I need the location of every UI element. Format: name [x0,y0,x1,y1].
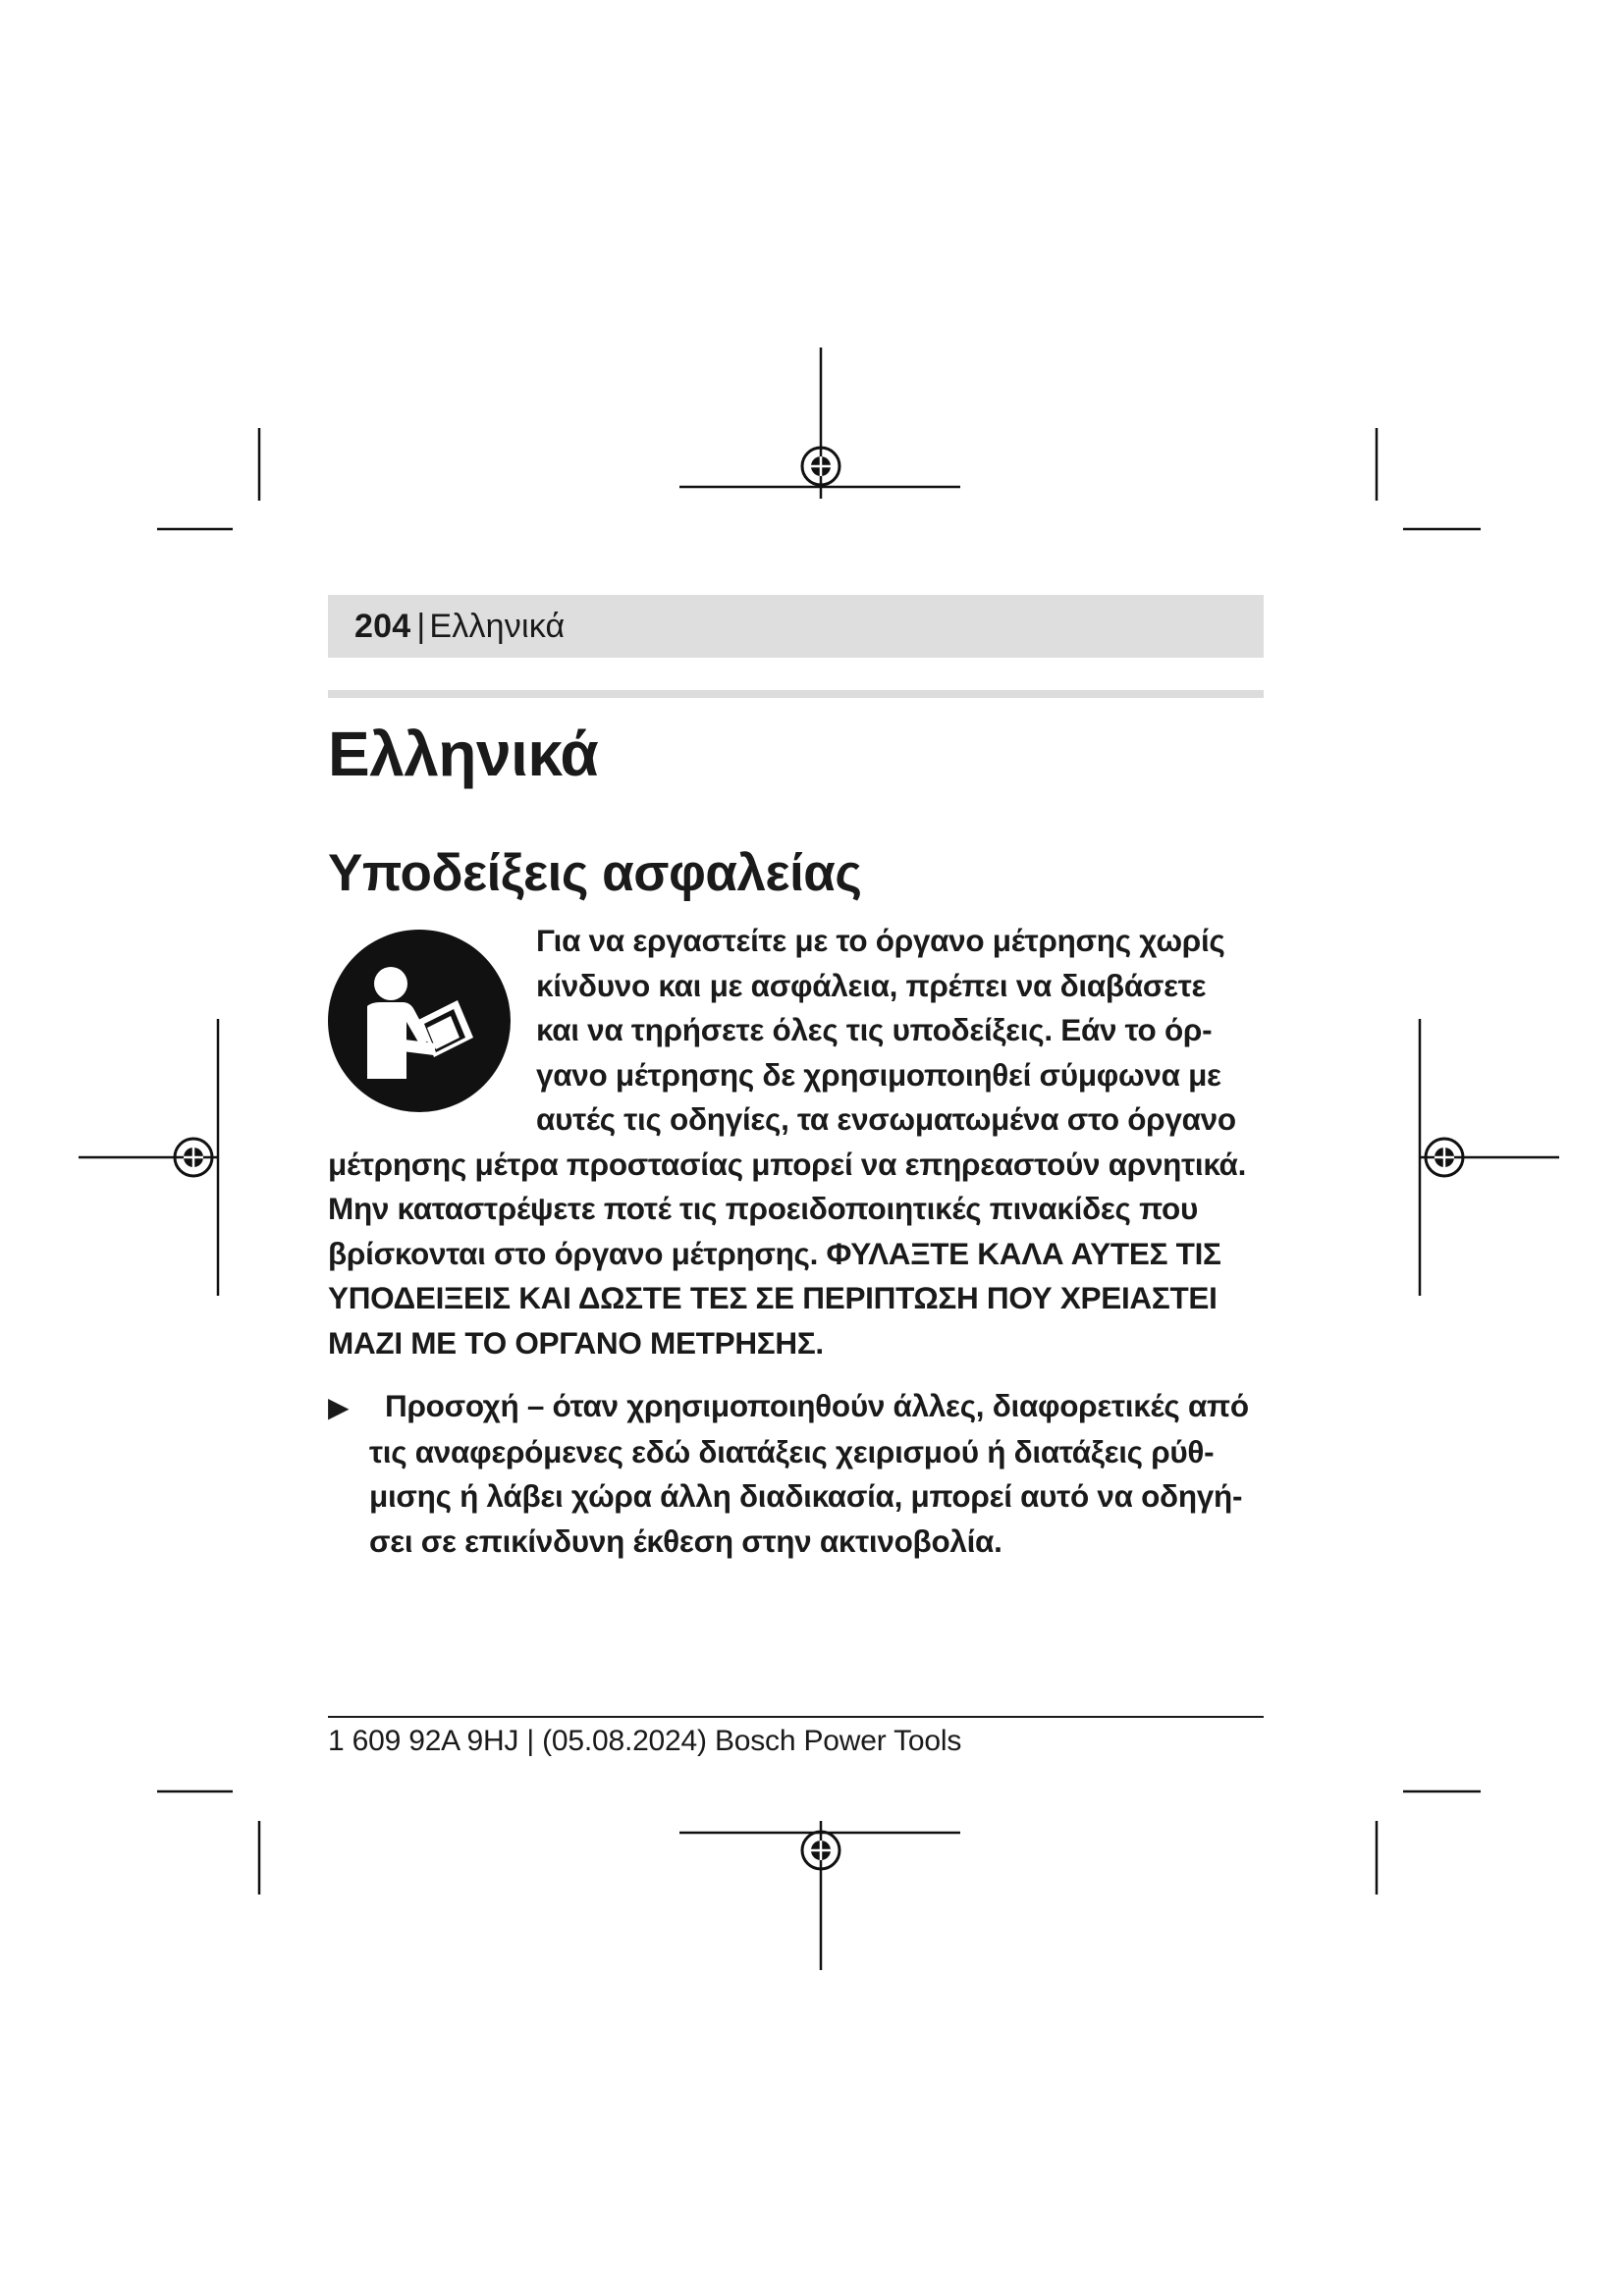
text-line: Για να εργαστείτε με το όργανο μέτρησης χωρίς [536,923,1225,958]
header-divider [328,690,1264,698]
page-title: Ελληνικά [328,719,599,789]
text-line: Μην καταστρέψετε ποτέ τις προειδοποιητικές πινακίδες που [328,1191,1198,1226]
text-line: βρίσκονται στο όργανο μέτρησης. ΦΥΛΑΞΤΕ ΚΑΛΑ ΑΥΤΕΣ ΤΙΣ [328,1235,1221,1271]
page-header [328,595,1264,658]
text-line: αυτές τις οδηγίες, τα ενσωματωμένα στο όργανο [536,1101,1236,1137]
text-line: σει σε επικίνδυνη έκθεση στην ακτινοβολία. [369,1522,1002,1559]
laser-warning-item [328,1384,1271,1564]
text-line: γανο μέτρησης δε χρησιμοποιηθεί σύμφωνα με [536,1056,1221,1093]
text-line: κίνδυνο και με ασφάλεια, πρέπει να διαβάσετε [536,967,1207,1003]
header-language: Ελληνικά [429,608,566,645]
warning-text-start: Προσοχή – όταν χρησιμοποιηθούν άλλες, διαφορετικές από [385,1388,1249,1423]
header-text [354,610,565,643]
page-footer: 1 609 92A 9HJ | (05.08.2024) Bosch Power Tools [328,1725,962,1757]
text-line: τις αναφερόμενες εδώ διατάξεις χειρισμού ή διατάξεις ρύθ- [369,1433,1215,1469]
text-line: ΥΠΟΔΕΙΞΕΙΣ ΚΑΙ ΔΩΣΤΕ ΤΕΣ ΣΕ ΠΕΡΙΠΤΩΣΗ ΠΟΥ ΧΡΕΙΑΣΤΕΙ [328,1280,1218,1315]
page-number: 204 [354,608,411,645]
section-title: Υποδείξεις ασφαλείας [328,844,862,902]
header-separator: | [416,608,426,645]
footer-divider [328,1716,1264,1718]
text-line: ΜΑΖΙ ΜΕ ΤΟ ΟΡΓΑΝΟ ΜΕΤΡΗΣΗΣ. [328,1324,824,1361]
text-line: μισης ή λάβει χώρα άλλη διαδικασία, μπορεί αυτό να οδηγή- [369,1478,1243,1514]
bullet-triangle-icon: ▶ [328,1392,350,1422]
text-line [328,1384,1271,1430]
text-line: μέτρησης μέτρα προστασίας μπορεί να επηρεαστούν αρνητικά. [328,1146,1247,1182]
safety-intro-paragraph [328,919,1267,1365]
text-line: και να τηρήσετε όλες τις υποδείξεις. Εάν το όρ- [536,1012,1213,1047]
